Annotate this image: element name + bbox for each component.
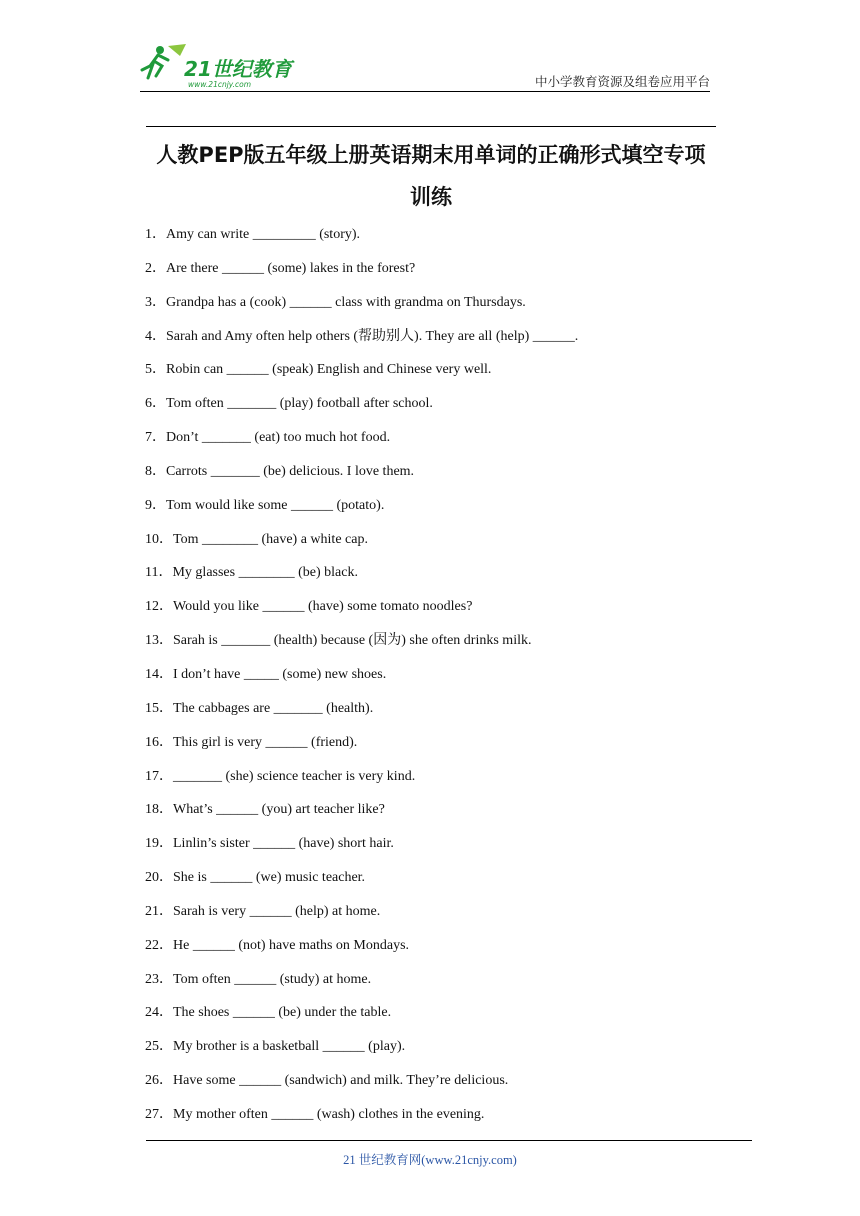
question-item: 12．Would you like ______ (have) some tomato noodles? (145, 599, 473, 615)
question-item: 15．The cabbages are _______ (health). (145, 700, 374, 716)
question-item: 3．Grandpa has a (cook) ______ class with grandma on Thursdays. (145, 294, 526, 310)
question-item: 10．Tom ________ (have) a white cap. (145, 531, 368, 547)
logo-url: www.21cnjy.com (188, 80, 252, 89)
footer-link[interactable]: 21 世纪教育网(www.21cnjy.com) (343, 1153, 517, 1167)
question-item: 17．_______ (she) science teacher is very kind. (145, 768, 416, 784)
document-title (146, 134, 716, 218)
question-item: 18．What’s ______ (you) art teacher like? (145, 802, 385, 818)
question-item: 11．My glasses ________ (be) black. (145, 565, 358, 581)
question-item: 19．Linlin’s sister ______ (have) short hair. (145, 836, 394, 852)
question-item: 16．This girl is very ______ (friend). (145, 734, 358, 750)
question-item: 27．My mother often ______ (wash) clothes in the evening. (145, 1106, 485, 1122)
question-item: 1．Amy can write _________ (story). (145, 227, 361, 242)
title-line-1: 人教PEP版五年级上册英语期末用单词的正确形式填空专项 (156, 143, 706, 167)
logo-text: 21世纪教育 (184, 57, 292, 81)
title-line-2: 训练 (410, 185, 452, 209)
question-item: 5．Robin can ______ (speak) English and Chinese very well. (145, 362, 492, 378)
question-item: 20．She is ______ (we) music teacher. (145, 870, 366, 886)
question-item: 2．Are there ______ (some) lakes in the forest? (145, 260, 416, 276)
question-item: 9．Tom would like some ______ (potato). (145, 497, 385, 513)
question-item: 13．Sarah is _______ (health) because (因为) she often drinks milk. (145, 633, 532, 649)
question-item: 6．Tom often _______ (play) football after school. (145, 396, 433, 412)
question-item: 22．He ______ (not) have maths on Mondays. (145, 937, 410, 953)
question-item: 21．Sarah is very ______ (help) at home. (145, 903, 381, 919)
question-list (145, 224, 745, 1138)
question-item: 4．Sarah and Amy often help others (帮助别人). They are all (help) ______. (145, 328, 579, 344)
logo-21cnjy (140, 40, 310, 90)
question-item: 8．Carrots _______ (be) delicious. I love them. (145, 463, 415, 479)
question-item: 25．My brother is a basketball ______ (play). (145, 1039, 406, 1055)
question-item: 24．The shoes ______ (be) under the table. (145, 1005, 392, 1021)
page-header (140, 40, 710, 92)
title-top-divider (146, 126, 716, 127)
question-item: 26．Have some ______ (sandwich) and milk. They’re delicious. (145, 1073, 509, 1089)
header-divider (140, 91, 710, 92)
platform-label: 中小学教育资源及组卷应用平台 (534, 74, 710, 89)
question-item: 23．Tom often ______ (study) at home. (145, 971, 372, 987)
footer-divider (146, 1140, 752, 1141)
question-item: 7．Don’t _______ (eat) too much hot food. (145, 430, 391, 446)
question-item: 14．I don’t have _____ (some) new shoes. (145, 666, 387, 682)
